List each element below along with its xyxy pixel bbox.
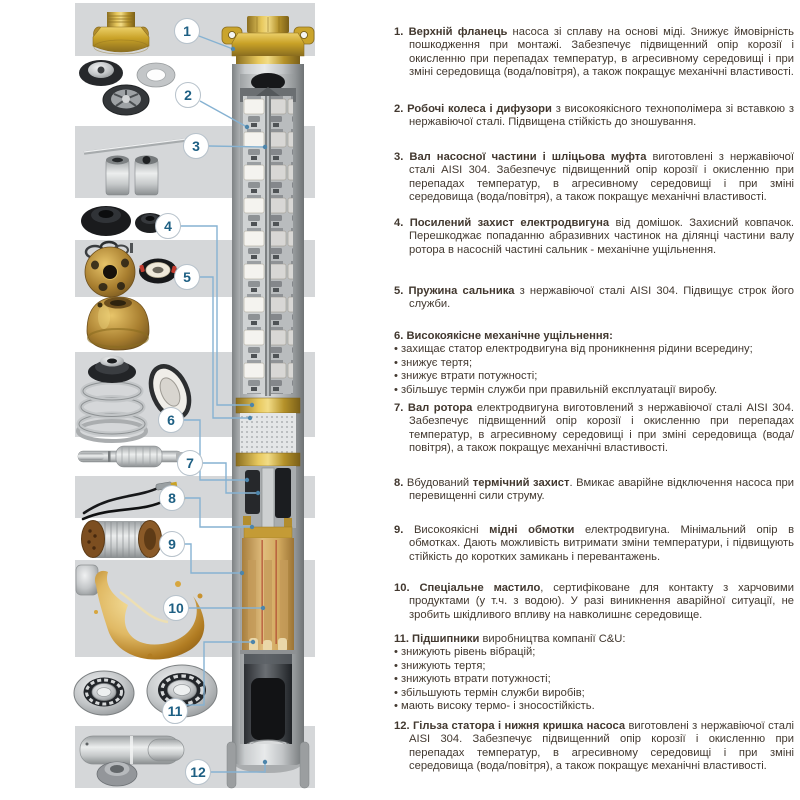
part-description-5: 5. Пружина сальника з нержавіючої сталі AISI 304. Підвищує строк його служби. xyxy=(394,285,794,311)
part-description-3: 3. Вал насосної частини і шліцьова муфта виготовлені з нержавіючої сталі AISI 304. Забезпечує підвищенний опір корозії і окисленню при перепадах температур, в агресивному середовищі і при зміні середовища (вода/повітря), а також покращує механічні властивості. xyxy=(394,151,795,204)
bullet-item: • знижує втрати потужності; xyxy=(394,370,794,383)
callout-number: 8 xyxy=(168,490,176,506)
rotor-shaft-photo xyxy=(78,446,186,467)
bearings-photo xyxy=(74,665,217,717)
callout-badge-11 xyxy=(162,698,188,724)
bullet-item: • захищає статор електродвигуна від проникнення рідини всередину; xyxy=(394,343,794,356)
callout-badge-1 xyxy=(174,18,200,44)
bullet-item: • знижують рівень вібрацій; xyxy=(394,646,794,659)
callout-badge-6 xyxy=(158,407,184,433)
callout-number: 2 xyxy=(184,87,192,103)
callout-badge-7 xyxy=(177,450,203,476)
callout-number: 10 xyxy=(168,600,184,616)
part-description-4: 4. Посилений захист електродвигуна від домішок. Захисний ковпачок. Перешкоджає попаданню абразивних частинок на ділянці частини валу ротора в насосній частині сальник - механічне ущільнення. xyxy=(394,217,794,256)
part-description-1: 1. Верхній фланець насоса зі сплаву на основі міді. Знижує ймовірність пошкодження при монтажі. Забезпечує підвищенний опір корозії і окисленню при перепадах температур, в агресивному середовищі і при зміні середовища (вода/повітря), а також покращує механічні властивості. xyxy=(394,26,795,79)
callout-number: 4 xyxy=(164,218,172,234)
callout-badge-12 xyxy=(185,759,211,785)
part-description-10: 10. Спеціальне мастило, сертифіковане для контакту з харчовими продуктами (у т.ч. з водою). У разі виникнення аварійної ситуації, не зробить шкідливого впливу на навколишнє середовище. xyxy=(394,582,794,621)
bullet-item: • збільшують термін служби виробів; xyxy=(394,687,794,700)
callout-badge-8 xyxy=(159,485,185,511)
brass-bowl-photo xyxy=(87,297,149,350)
callout-number: 11 xyxy=(167,703,183,719)
part-description-7: 7. Вал ротора електродвигуна виготовлений з нержавіючої сталі AISI 304. Забезпечує підвищенний опір корозії і окисленню при перепадах температур, в агресивному середовищі і при зміні середовища (вода/повітря), а також покращує механічні властивості. xyxy=(394,402,794,455)
motor-protection-caps-photo xyxy=(81,206,165,236)
callout-number: 5 xyxy=(183,269,191,285)
impellers-diffusers-photo xyxy=(79,60,175,115)
callout-badge-5 xyxy=(174,264,200,290)
part-description-11: 11. Підшипники виробництва компанії C&U: • знижують рівень вібрацій; • знижують тертя; • знижують втрати потужності; • збільшують термін служби виробів; • мають високу термо- і зносостійкість. xyxy=(394,633,794,713)
callout-number: 3 xyxy=(192,138,200,154)
bullet-item: • мають високу термо- і зносостійкість. xyxy=(394,700,794,713)
part-description-9: 9. Високоякісні мідні обмотки електродвигуна. Мінімальний опір в обмотках. Дають можливість витримати зміни температури, і підвищують стійкість до коротких замикань і перевантажень. xyxy=(394,524,795,563)
callout-badge-9 xyxy=(159,531,185,557)
callout-badge-3 xyxy=(183,133,209,159)
pump-cross-section xyxy=(222,16,314,788)
bullet-item: • знижують втрати потужності; xyxy=(394,673,794,686)
stator-windings-photo xyxy=(82,521,162,559)
bullet-item: • збільшує термін служби при правильній експлуатації виробу. xyxy=(394,384,794,397)
callout-number: 12 xyxy=(190,764,206,780)
bullet-item: • знижують тертя; xyxy=(394,660,794,673)
callout-number: 9 xyxy=(168,536,176,552)
part-description-12: 12. Гільза статора і нижня кришка насоса виготовлені з нержавіючої сталі AISI 304. Забезпечує підвищенний опір корозії і окисленню при перепадах температур, в агресивному середовищі і при зміні середовища (вода/повітря), а також покращує механічні властивості. xyxy=(394,720,794,773)
callout-badge-2 xyxy=(175,82,201,108)
callout-badge-10 xyxy=(163,595,189,621)
bullet-item: • знижує тертя; xyxy=(394,357,794,370)
part-description-6: 6. Високоякісне механічне ущільнення: • захищає статор електродвигуна від проникнення рідини всередину; • знижує тертя; • знижує втрати потужності; • збільшує термін служби при правильній експлуатації виробу. xyxy=(394,330,794,397)
callout-badge-4 xyxy=(155,213,181,239)
part-description-2: 2. Робочі колеса і дифузори з високоякісного технополімера зі вставкою з нержавіючої сталі. Підвищена стійкість до зношування. xyxy=(394,103,795,129)
callout-number: 6 xyxy=(167,412,175,428)
callout-number: 7 xyxy=(186,455,194,471)
callout-number: 1 xyxy=(183,23,191,39)
part-description-8: 8. Вбудований термічний захист. Вмикає аварійне відключення насоса при перевищенні сили струму. xyxy=(394,477,794,503)
